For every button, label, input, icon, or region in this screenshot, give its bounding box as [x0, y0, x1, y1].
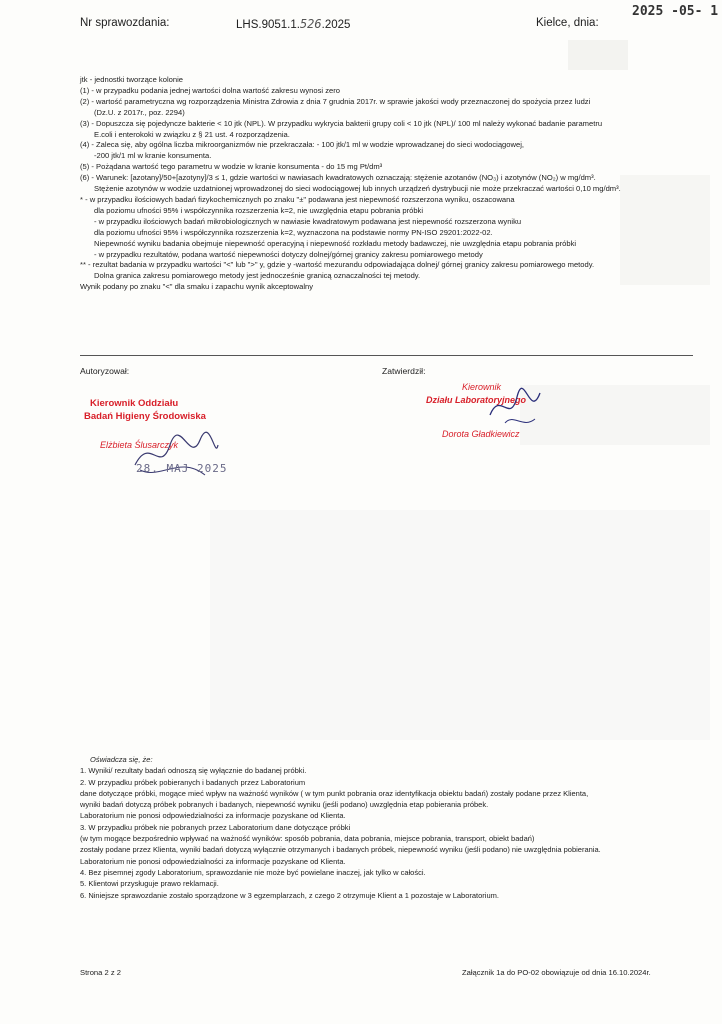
note-line: E.coli i enterokoki w związku z § 21 ust. 4 rozporządzenia. — [94, 129, 290, 139]
note-line: Stężenie azotynów w wodzie uzdatnionej wprowadzonej do sieci wodociągowej lub innych urządzeń dystrybucji nie może przekraczać wartości 0,10 mg/dm³. — [94, 184, 621, 194]
authorized-label: Autoryzował: — [80, 366, 130, 376]
declaration-line: 5. Klientowi przysługuje prawo reklamacji. — [80, 879, 219, 889]
note-line: -200 jtk/1 ml w kranie konsumenta. — [94, 151, 212, 161]
left-stamp-title: Kierownik Oddziału — [90, 398, 179, 409]
declaration — [80, 754, 700, 901]
note-line: * - w przypadku ilościowych badań fizykochemicznych po znaku "±" podawana jest niepewność rozszerzona wyniku, oszacowana — [80, 194, 515, 204]
footnotes — [80, 75, 700, 293]
note-line: Niepewność wyniku badania obejmuje niepewność operacyjną i niepewność rozkładu metody badawczej, nie uwzględnia etapu pobrania próbki — [94, 238, 577, 248]
city-date-label: Kielce, dnia: — [536, 17, 599, 29]
left-stamp-date: 28. MAJ 2025 — [136, 462, 228, 475]
page-number: Strona 2 z 2 — [80, 968, 121, 977]
note-line: (2) - wartość parametryczna wg rozporządzenia Ministra Zdrowia z dnia 7 grudnia 2017r. w sprawie jakości wody przeznaczonej do spożycia przez ludzi — [80, 96, 591, 106]
note-line: dla poziomu ufności 95% i współczynnika rozszerzenia k=2, nie uwzględnia etapu pobrania próbki — [94, 205, 424, 215]
declaration-line: Laboratorium nie ponosi odpowiedzialności za informacje pozyskane od Klienta. — [80, 856, 346, 866]
report-number-handwritten: 526 — [299, 17, 322, 31]
note-line: (Dz.U. z 2017r., poz. 2294) — [94, 107, 185, 117]
declaration-line: 2. W przypadku próbek pobieranych i badanych przez Laboratorium — [80, 777, 306, 787]
note-line: Wynik podany po znaku "<" dla smaku i zapachu wynik akceptowalny — [80, 282, 314, 292]
right-stamp-name: Dorota Gładkiewicz — [442, 429, 520, 439]
note-line: (4) - Zaleca się, aby ogólna liczba mikroorganizmów nie przekraczała: - 100 jtk/1 ml w wodzie wprowadzanej do sieci wodociągowej, — [80, 140, 525, 150]
report-number-prefix: LHS.9051.1. — [236, 19, 300, 31]
declaration-line: zostały podane przez Klienta, wyniki badań dotyczą wyłącznie otrzymanych i badanych próbek, niepewność wyniku (jeśli podano) nie uwzględnia pobierania. — [80, 845, 601, 855]
bleed-through-block — [568, 40, 628, 70]
note-line: jtk - jednostki tworzące kolonie — [80, 75, 183, 84]
note-line: (6) - Warunek: [azotany]/50+[azotyny]/3 ≤ 1, gdzie wartości w nawiasach kwadratowych oznaczają: stężenie azotanów (NO₃) i azotynów (NO₂) w mg/dm³. — [80, 173, 596, 183]
declaration-line: dane dotyczące próbki, mogące mieć wpływ na ważność wyników ( w tym punkt pobrania oraz identyfikacja obiektu badań) zostały podane przez Klienta, — [80, 788, 589, 798]
declaration-line: Laboratorium nie ponosi odpowiedzialności za informacje pozyskane od Klienta. — [80, 811, 346, 821]
note-line: Dolna granica zakresu pomiarowego metody jest jednocześnie granicą oznaczalności tej metody. — [94, 271, 421, 281]
note-line: (1) - w przypadku podania jednej wartości dolna wartość zakresu wynosi zero — [80, 85, 340, 95]
note-line: (5) - Pożądana wartość tego parametru w wodzie w kranie konsumenta - do 15 mg Pt/dm³ — [80, 162, 383, 172]
right-stamp-title: Kierownik — [462, 382, 502, 392]
report-number-year: .2025 — [321, 19, 351, 31]
right-signature-scribble — [485, 385, 545, 435]
date-stamp-handwritten: 2025 -05- 1 — [632, 4, 719, 19]
note-line: - w przypadku rezultatów, podana wartość niepewności dotyczy dolnej/górnej granicy zakresu pomiarowego metody — [94, 249, 483, 259]
report-number — [236, 17, 350, 31]
declaration-line: (w tym mogące bezpośrednio wpływać na ważność wyników: sposób pobrania, data pobrania, miejsce pobrania, transport, obiekt badań) — [80, 834, 535, 844]
bleed-through-block — [520, 385, 710, 445]
left-stamp-name: Elżbieta Ślusarczyk — [100, 440, 179, 450]
declaration-intro: Oświadcza się, że: — [90, 755, 153, 764]
declaration-line: 1. Wyniki/ rezultaty badań odnoszą się wyłącznie do badanej próbki. — [80, 766, 307, 776]
declaration-line: 6. Niniejsze sprawozdanie zostało sporządzone w 3 egzemplarzach, z czego 2 otrzymuje Klient a 1 pozostaje w Laboratorium. — [80, 890, 499, 900]
note-line: ** - rezultat badania w przypadku wartości "<" lub ">" y, gdzie y -wartość mezurandu odpowiadająca dolnej/ górnej granicy zakresu pomiarowego metody. — [80, 260, 595, 270]
bleed-through-block — [210, 510, 710, 740]
left-stamp-department: Badań Higieny Środowiska — [84, 411, 206, 422]
divider — [80, 355, 693, 356]
approved-label: Zatwierdził: — [382, 366, 426, 376]
declaration-line: 3. W przypadku próbek nie pobranych przez Laboratorium dane dotyczące próbki — [80, 822, 351, 832]
note-line: (3) - Dopuszcza się pojedyncze bakterie < 10 jtk (NPL). W przypadku wykrycia bakterii grupy coli < 10 jtk (NPL)/ 100 ml należy wykonać badanie parametru — [80, 118, 603, 128]
report-number-label: Nr sprawozdania: — [80, 17, 170, 29]
right-stamp-department: Działu Laboratoryjnego — [426, 395, 527, 405]
annex-note: Załącznik 1a do PO-02 obowiązuje od dnia 16.10.2024r. — [462, 968, 651, 977]
declaration-line: 4. Bez pisemnej zgody Laboratorium, sprawozdanie nie może być powielane inaczej, jak tylko w całości. — [80, 867, 426, 877]
note-line: dla poziomu ufności 95% i współczynnika rozszerzenia k=2, wyznaczona na podstawie normy PN-ISO 29201:2022-02. — [94, 227, 493, 237]
note-line: - w przypadku ilościowych badań mikrobiologicznych w nawiasie kwadratowym podawana jest niepewność rozszerzona wyniku — [94, 216, 522, 226]
left-signature-scribble — [130, 425, 220, 485]
declaration-line: wyniki badań dotyczą próbek pobranych i badanych, niepewność wyniku (jeśli podano) uwzględnia etap pobierania próbek. — [80, 800, 489, 810]
